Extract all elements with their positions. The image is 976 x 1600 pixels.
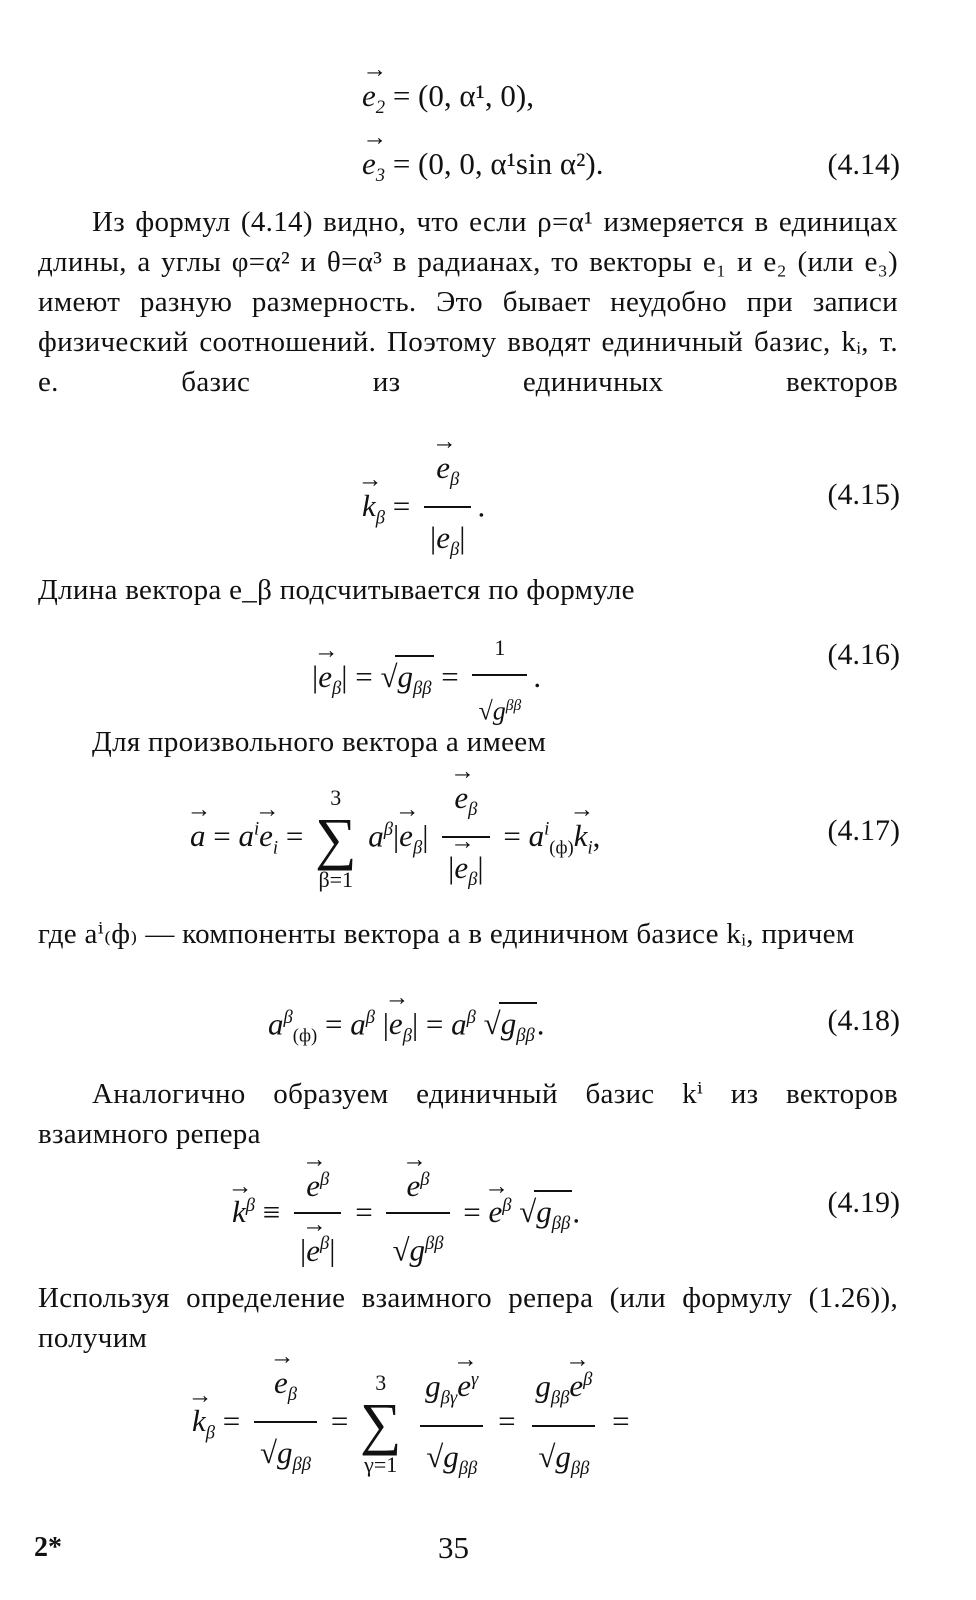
- paragraph-1: Из формул (4.14) видно, что если ρ=α¹ измеряется в единицах длины, а углы φ=α² и θ=α³ в радианах, то векторы e₁ и e₂ (или e₃) имеют разную размерность. Это бывает неудобно при записи физический соотношений. Поэтому вводят единичный базис, kᵢ, т. е. базис из единичных векторов: [38, 206, 898, 398]
- equation-number-4-18: (4.18): [827, 1004, 900, 1037]
- equation-4-17: → $a = a^i\to e_i$ = 3 ∑ β=1 $a^\beta|\to e_\beta|$ → $\frac{e_\beta}{|\to e_\beta|}$ = $a^i_{(ф)}\to k_i$,: [190, 778, 600, 900]
- equation-4-14-line-2: → $e_3 = (0$, 0, α¹sin α²).: [362, 144, 603, 196]
- equation-number-4-19: (4.19): [827, 1186, 900, 1219]
- paragraph-2: Длина вектора e_β подсчитывается по формуле: [38, 574, 635, 606]
- page-number: 35: [438, 1530, 469, 1565]
- equation-number-4-14: (4.14): [827, 148, 900, 181]
- equation-4-16: |→ $e_\beta| = √g_{\beta\beta}$ = $\frac{1}{√g^{\beta\beta}}$ .: [312, 628, 541, 732]
- equation-number-4-16: (4.16): [827, 638, 900, 671]
- equation-number-4-15: (4.15): [827, 478, 900, 511]
- paragraph-4: где aⁱ₍ф₎ — компоненты вектора a в единичном базисе kᵢ, причем: [38, 918, 855, 950]
- paragraph-6: Используя определение взаимного репера (или формулу (1.26)), получим: [38, 1282, 898, 1354]
- equation-4-19: → $k^\beta$ ≡ → $\frac{e^\beta}{|\to e^\beta|}$ = → $\frac{e^\beta}{√g^{\beta\beta}}$ = → $e^\beta$ $√g_{\beta\beta}$.: [232, 1160, 580, 1271]
- signature-mark: 2*: [34, 1532, 62, 1563]
- equation-number-4-17: (4.17): [827, 814, 900, 847]
- equation-k-beta-expansion: → $k_\beta$ = → $\frac{e_\beta}{√g_{\beta\beta}}$ = 3 ∑ γ=1 $\frac{g_{\beta\gamma}\to e^\gamma}{√g_{\beta\beta}}$ = $\frac{g_{\beta\beta}\to e^\beta}{√g_{\beta\beta}}$ =: [192, 1360, 630, 1489]
- equation-4-18: $a^\beta_{(ф)} = a^\beta$ |→ $e_\beta| = a^\beta$ $√g_{\beta\beta}$.: [268, 998, 544, 1057]
- equation-4-14-line-1: → $e_2 = (0$, α¹, 0),: [362, 76, 534, 128]
- paragraph-3: Для произвольного вектора a имеем: [92, 726, 547, 758]
- equation-4-15: → $k_\beta$ = → $\frac{e_\beta}{|e_\beta|}$ .: [362, 448, 485, 570]
- paragraph-5: Аналогично образуем единичный базис kⁱ из векторов взаимного репера: [38, 1078, 898, 1150]
